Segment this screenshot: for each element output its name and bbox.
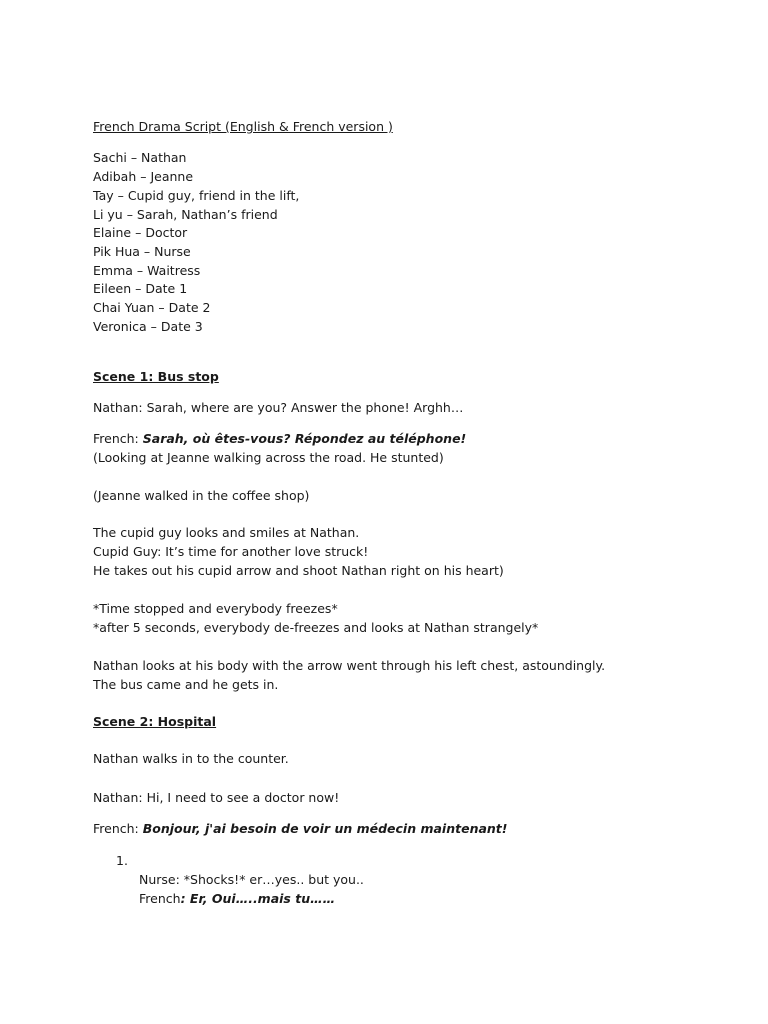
scene-heading: Scene 1: Bus stop: [93, 369, 219, 384]
dialogue-line: Nurse: *Shocks!* er…yes.. but you..: [139, 872, 364, 887]
document-title: French Drama Script (English & French version ): [93, 119, 393, 134]
cast-item: Veronica – Date 3: [93, 319, 203, 334]
cast-item: Li yu – Sarah, Nathan’s friend: [93, 207, 278, 222]
cast-item: Elaine – Doctor: [93, 225, 188, 240]
cast-item: Adibah – Jeanne: [93, 169, 194, 184]
cast-item: Tay – Cupid guy, friend in the lift,: [93, 188, 300, 203]
stage-direction: (Jeanne walked in the coffee shop): [93, 488, 310, 503]
stage-direction: *after 5 seconds, everybody de-freezes and looks at Nathan strangely*: [93, 620, 539, 635]
cast-item: Emma – Waitress: [93, 263, 201, 278]
cast-item: Eileen – Date 1: [93, 281, 188, 296]
dialogue-line: Nathan: Sarah, where are you? Answer the phone! Arghh…: [93, 400, 464, 415]
french-translation: [139, 891, 335, 907]
action-line: The bus came and he gets in.: [93, 677, 279, 692]
stage-direction: *Time stopped and everybody freezes*: [93, 601, 338, 616]
french-translation: [93, 431, 466, 447]
french-text: : Er, Oui…..mais tu……: [180, 891, 336, 906]
french-label: French:: [93, 821, 139, 836]
french-label: French:: [93, 431, 139, 446]
action-line: Nathan walks in to the counter.: [93, 751, 289, 766]
cast-item: Chai Yuan – Date 2: [93, 300, 211, 315]
dialogue-line: Nathan: Hi, I need to see a doctor now!: [93, 790, 340, 805]
stage-direction: (Looking at Jeanne walking across the road. He stunted): [93, 450, 444, 465]
cast-item: Sachi – Nathan: [93, 150, 187, 165]
french-translation: [93, 821, 507, 837]
french-label: French: [139, 891, 181, 906]
list-number: 1.: [116, 853, 128, 868]
action-line: He takes out his cupid arrow and shoot Nathan right on his heart): [93, 563, 504, 578]
cast-item: Pik Hua – Nurse: [93, 244, 191, 259]
action-line: The cupid guy looks and smiles at Nathan.: [93, 525, 360, 540]
french-text: Sarah, où êtes-vous? Répondez au téléphone!: [142, 431, 467, 446]
action-line: Nathan looks at his body with the arrow went through his left chest, astoundingly.: [93, 658, 606, 673]
dialogue-line: Cupid Guy: It’s time for another love struck!: [93, 544, 369, 559]
scene-heading: Scene 2: Hospital: [93, 714, 217, 729]
french-text: Bonjour, j'ai besoin de voir un médecin maintenant!: [142, 821, 508, 836]
